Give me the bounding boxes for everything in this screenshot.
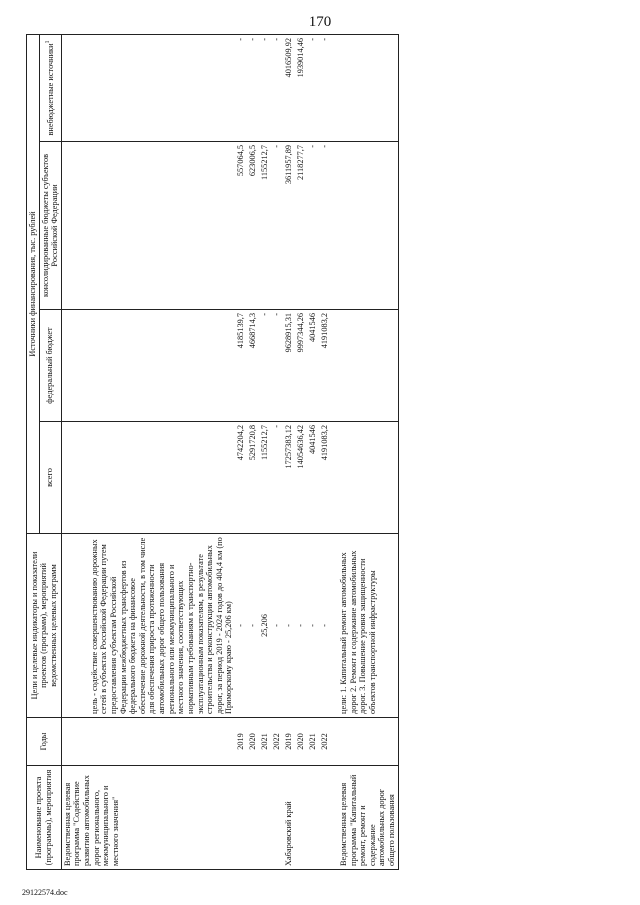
indicator: - <box>271 534 283 718</box>
extra: - <box>235 35 247 142</box>
regional: 557064,5 <box>235 142 247 310</box>
indicator: - <box>283 534 295 718</box>
extra: - <box>247 35 259 142</box>
total: - <box>271 422 283 534</box>
total: 4041546 <box>307 422 319 534</box>
year: 2021 <box>307 718 319 766</box>
extra: 4016509,92 <box>283 35 295 142</box>
year: 2022 <box>271 718 283 766</box>
extra: 1939014,46 <box>295 35 307 142</box>
header-total: всего <box>39 422 61 534</box>
extra: - <box>319 35 331 142</box>
header-extra: внебюджетные источники$^1$ <box>39 35 61 142</box>
region-name: Хабаровский край <box>283 766 331 870</box>
header-regional: консолидированные бюджеты субъектов Российской Федерации <box>39 142 61 310</box>
indicator: - <box>295 534 307 718</box>
header-sources: Источники финансирования, тыс. рублей <box>27 35 40 534</box>
rotated-table-page <box>26 35 636 870</box>
indicator: 25,206 <box>259 534 271 718</box>
regional: 2118277,7 <box>295 142 307 310</box>
regional: 1155212,7 <box>259 142 271 310</box>
total: 4191083,2 <box>319 422 331 534</box>
total: 14054636,42 <box>295 422 307 534</box>
federal: 4041546 <box>307 310 319 422</box>
indicator: - <box>319 534 331 718</box>
federal: 4191083,2 <box>319 310 331 422</box>
goal-text-1: цель - содействие совершенствованию дорожных сетей в субъектах Российской Федерации путем предоставления субъектам Российской Федерации межбюджетных трансфертов из федерального бюджета на финансовое обеспечение дорожной деятельности, в том числе для обеспечения прироста протяженности автомобильных дорог общего пользования регионального или межмуниципального и местного значения, соответствующих нормативным требованиям к транспортно-эксплуатационным показателям, в результате строительства и реконструкции автомобильных дорог, за период 2019 - 2024 годов до 404,4 км (по Приморскому краю - 25,206 км) <box>61 534 235 718</box>
total: 5291720,8 <box>247 422 259 534</box>
federal: - <box>271 310 283 422</box>
regional: - <box>307 142 319 310</box>
footer-filename: 29122574.doc <box>22 888 68 897</box>
header-name: Наименование проекта (программы), мероприятия <box>27 766 62 870</box>
header-years: Годы <box>27 718 62 766</box>
federal: - <box>259 310 271 422</box>
header-federal: федеральный бюджет <box>39 310 61 422</box>
total: 4742204,2 <box>235 422 247 534</box>
year: 2019 <box>235 718 247 766</box>
total: 17257383,12 <box>283 422 295 534</box>
federal: 9997344,26 <box>295 310 307 422</box>
indicator: - <box>247 534 259 718</box>
year: 2022 <box>319 718 331 766</box>
federal: 4185139,7 <box>235 310 247 422</box>
year: 2020 <box>247 718 259 766</box>
total: 1155212,7 <box>259 422 271 534</box>
indicator: - <box>235 534 247 718</box>
regional: 623006,5 <box>247 142 259 310</box>
extra: - <box>259 35 271 142</box>
federal: 4668714,3 <box>247 310 259 422</box>
year: 2019 <box>283 718 295 766</box>
financing-table <box>26 34 399 870</box>
indicator: - <box>307 534 319 718</box>
year: 2020 <box>295 718 307 766</box>
regional: - <box>271 142 283 310</box>
year: 2021 <box>259 718 271 766</box>
regional: - <box>319 142 331 310</box>
goal-text-2: цели: 1. Капитальный ремонт автомобильных дорог 2. Ремонт и содержание автомобильных дорог. 3. Повышение уровня защищенности объектов транспортной инфраструктуры <box>331 534 398 718</box>
header-goals: Цели и целевые индикаторы и показатели проектов (программ), мероприятий ведомственных целевых программ <box>27 534 62 718</box>
program-name-1: Ведомственная целевая программа "Содействие развитию автомобильных дорог регионального, межмуниципального и местного значения" <box>61 766 283 870</box>
regional: 3611957,89 <box>283 142 295 310</box>
extra: - <box>271 35 283 142</box>
extra: - <box>307 35 319 142</box>
program-name-2: Ведомственная целевая программа "Капитальный ремонт, ремонт и содержание автомобильных дорог общего пользования <box>331 766 398 870</box>
page-number: 170 <box>308 14 332 30</box>
federal: 9628915,31 <box>283 310 295 422</box>
